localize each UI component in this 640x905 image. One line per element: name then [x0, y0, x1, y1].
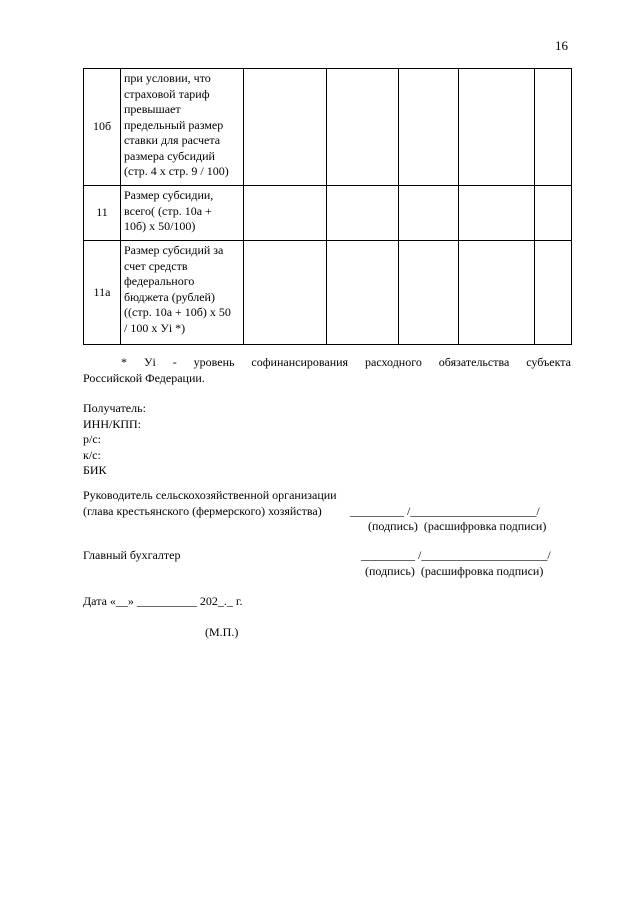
empty-value-cell: [399, 69, 459, 186]
row-number-cell: 10б: [84, 69, 121, 186]
description-line: бюджета (рублей): [124, 289, 215, 304]
footnote-line-1: * Уi - уровень софинансирования расходного обязательства субъекта: [121, 355, 571, 369]
row-number-cell: 11а: [84, 241, 121, 345]
recipient-block: [83, 401, 146, 479]
description-line: страховой тариф: [124, 86, 210, 101]
empty-value-cell: [327, 241, 399, 345]
inn-kpp-label: ИНН/КПП:: [83, 416, 142, 431]
table-row: [84, 186, 572, 241]
date-line: Дата «__» __________ 202_._ г.: [83, 594, 243, 608]
head-title-line-2: (глава крестьянского (фермерского) хозяйства): [83, 504, 322, 518]
accountant-signature-caption: (подпись) (расшифровка подписи): [365, 564, 544, 578]
empty-value-cell: [535, 69, 572, 186]
accountant-title: Главный бухгалтер: [83, 548, 181, 562]
form-table: [83, 68, 572, 345]
description-line: Размер субсидии,: [124, 188, 214, 202]
head-signature-line: _________ /_____________________/: [350, 504, 540, 518]
empty-value-cell: [535, 241, 572, 345]
description-line: Размер субсидий за: [124, 243, 224, 257]
row-number-cell: 11: [84, 186, 121, 241]
empty-value-cell: [244, 186, 327, 241]
head-signature-caption: (подпись) (расшифровка подписи): [368, 519, 547, 533]
head-title-line-1: Руководитель сельскохозяйственной организации: [83, 488, 337, 502]
description-line: (стр. 4 x стр. 9 / 100): [124, 164, 229, 178]
description-line: превышает: [124, 102, 181, 116]
empty-value-cell: [244, 69, 327, 186]
empty-value-cell: [399, 186, 459, 241]
table-row: [84, 69, 572, 186]
empty-value-cell: [327, 69, 399, 186]
description-line: ((стр. 10а + 10б) x 50: [124, 305, 231, 319]
empty-value-cell: [535, 186, 572, 241]
description-line: счет средств: [124, 258, 188, 273]
bik-label: БИК: [83, 463, 107, 477]
footnote: [83, 354, 571, 386]
description-line: 10б) x 50/100): [124, 219, 196, 233]
table-row: [84, 241, 572, 345]
empty-value-cell: [399, 241, 459, 345]
description-line: всего( (стр. 10а +: [124, 203, 212, 218]
description-line: ставки для расчета: [124, 133, 221, 147]
description-line: / 100 x Уi *): [124, 320, 186, 335]
footnote-line-2: Российской Федерации.: [83, 371, 205, 385]
accountant-signature-line: _________ /_____________________/: [361, 548, 551, 562]
description-line: федерального: [124, 274, 195, 288]
stamp-placeholder: (М.П.): [205, 625, 239, 639]
empty-value-cell: [459, 186, 535, 241]
row-description-cell: [121, 241, 244, 345]
row-description-cell: [121, 69, 244, 186]
row-description-cell: [121, 186, 244, 241]
description-line: размера субсидий: [124, 148, 215, 163]
description-line: при условии, что: [124, 71, 211, 85]
description-line: предельный размер: [124, 117, 224, 132]
rs-label: р/с:: [83, 432, 101, 446]
empty-value-cell: [244, 241, 327, 345]
recipient-label: Получатель:: [83, 401, 146, 415]
empty-value-cell: [459, 69, 535, 186]
ks-label: к/с:: [83, 447, 101, 462]
page-number: 16: [555, 38, 568, 53]
empty-value-cell: [459, 241, 535, 345]
empty-value-cell: [327, 186, 399, 241]
